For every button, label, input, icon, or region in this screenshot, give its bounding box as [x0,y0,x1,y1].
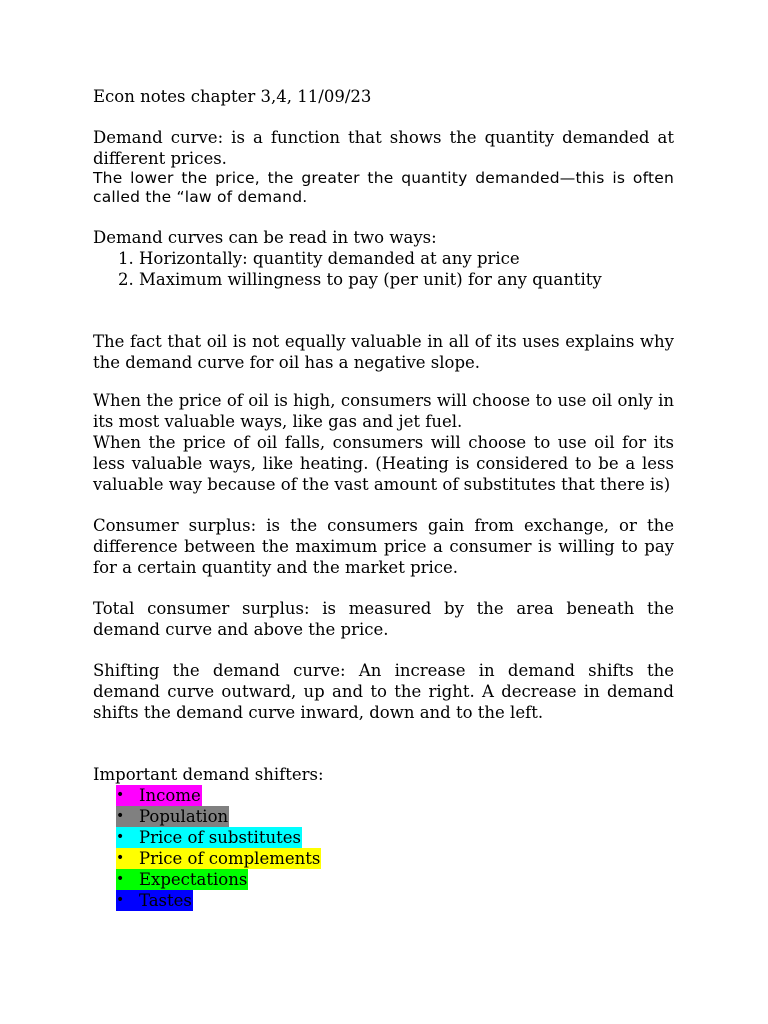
shifter-label: Price of substitutes [139,828,301,847]
list-item: 1. Horizontally: quantity demanded at any price [139,248,674,269]
highlight-complements [116,848,321,869]
bullet-icon: • [116,892,125,908]
list-item: 2. Maximum willingness to pay (per unit) for any quantity [139,269,674,290]
doc-title: Econ notes chapter 3,4, 11/09/23 [93,87,372,106]
two-ways-intro: Demand curves can be read in two ways: [93,228,437,247]
list-item [116,827,674,848]
list-item [116,785,674,806]
shifters-list [93,785,674,911]
highlight-income [116,785,202,806]
bullet-icon: • [116,808,125,824]
demand-curve-definition: Demand curve: is a function that shows the quantity demanded at different prices. [93,128,674,168]
list-item [116,890,674,911]
two-ways-list [93,248,674,290]
oil-slope-paragraph: The fact that oil is not equally valuable in all of its uses explains why the demand curve for oil has a negative slope. [93,332,674,372]
highlight-population [116,806,229,827]
list-item [116,869,674,890]
shifter-label: Income [139,786,201,805]
consumer-surplus-paragraph: Consumer surplus: is the consumers gain from exchange, or the difference between the maximum price a consumer is willing to pay for a certain quantity and the market price. [93,516,674,577]
total-consumer-surplus-paragraph: Total consumer surplus: is measured by the area beneath the demand curve and above the price. [93,599,674,639]
highlight-expectations [116,869,248,890]
bullet-icon: • [116,850,125,866]
shifter-label: Price of complements [139,849,321,868]
list-item [116,848,674,869]
bullet-icon: • [116,871,125,887]
shifters-intro: Important demand shifters: [93,765,324,784]
shifter-label: Expectations [139,870,248,889]
shifting-demand-paragraph: Shifting the demand curve: An increase in demand shifts the demand curve outward, up and to the right. A decrease in demand shifts the demand curve inward, down and to the left. [93,661,674,722]
oil-high-price-paragraph: When the price of oil is high, consumers will choose to use oil only in its most valuable ways, like gas and jet fuel. [93,391,674,431]
law-of-demand-paragraph: The lower the price, the greater the quantity demanded—this is often called the “law of demand. [93,169,674,206]
shifter-label: Population [139,807,229,826]
bullet-icon: • [116,829,125,845]
highlight-tastes [116,890,193,911]
bullet-icon: • [116,787,125,803]
list-item [116,806,674,827]
oil-price-falls-paragraph: When the price of oil falls, consumers will choose to use oil for its less valuable ways, like heating. (Heating is considered to be a less valuable way because of the vast amount of substitutes that there is) [93,433,674,494]
highlight-substitutes [116,827,302,848]
document-page [93,86,674,911]
shifter-label: Tastes [139,891,192,910]
